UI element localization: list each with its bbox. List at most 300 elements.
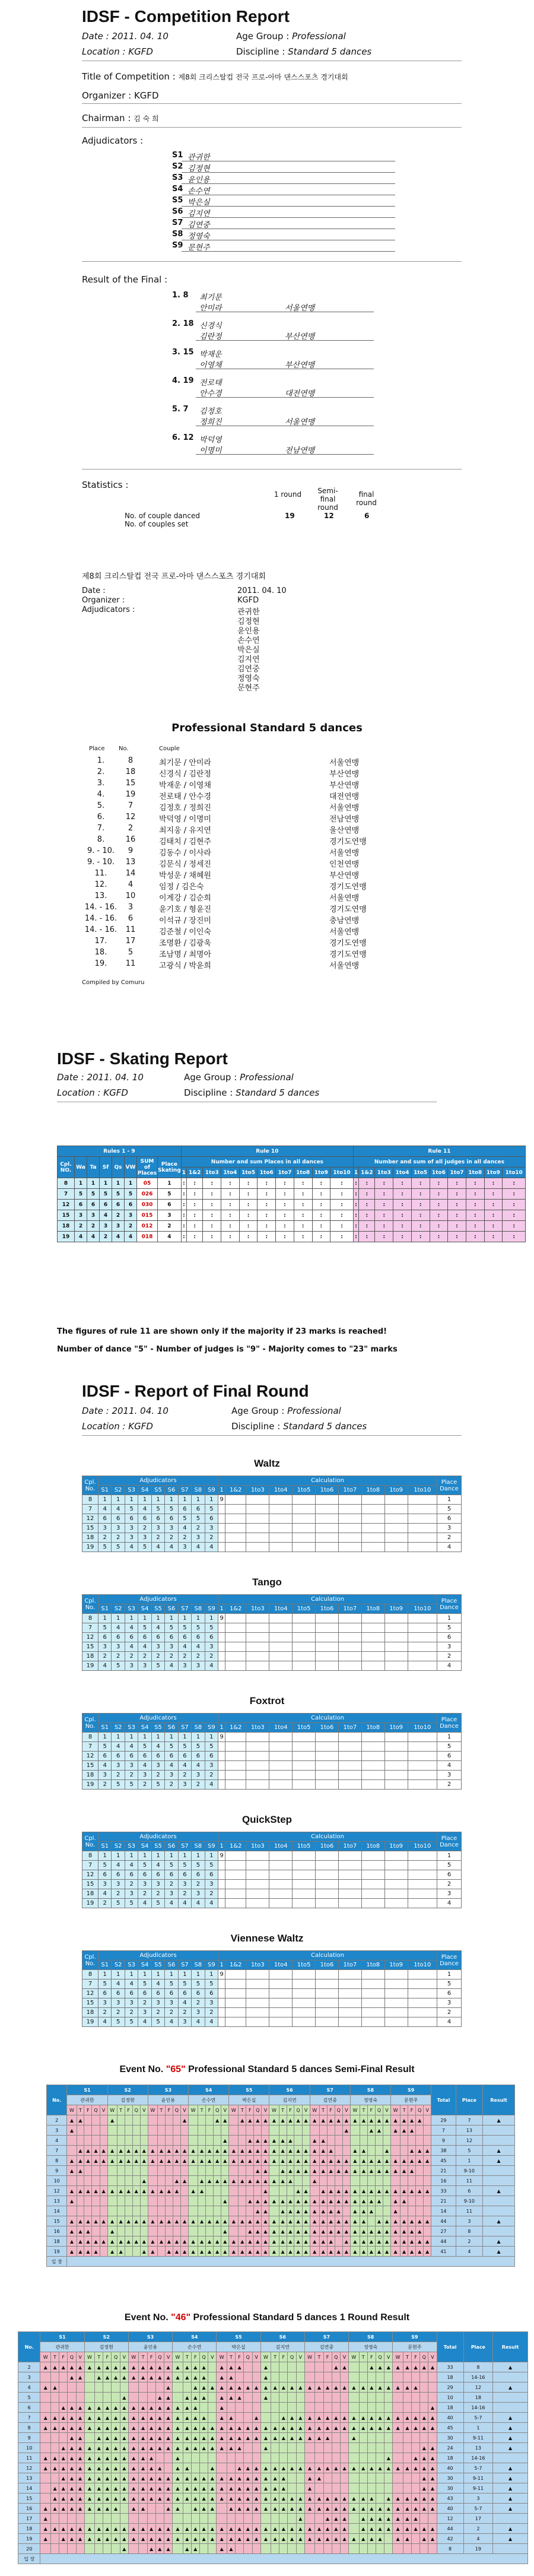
mark-cell: ▲ xyxy=(342,2216,350,2226)
mark-cell: ▲ xyxy=(221,2146,229,2156)
judge-mark: 6 xyxy=(151,1989,164,1998)
judge-mark: 3 xyxy=(138,1771,151,1780)
calc-cell xyxy=(408,1998,437,2008)
place-dance: 1 xyxy=(437,1733,462,1742)
mark-cell xyxy=(342,2146,350,2156)
dance-letter: F xyxy=(287,2105,294,2115)
mark-cell: ▲ xyxy=(68,2524,76,2534)
judge-column: S1 xyxy=(98,1960,112,1970)
calc-cell xyxy=(361,1889,384,1899)
mark-cell: ▲ xyxy=(304,2524,315,2534)
mark-cell xyxy=(92,2196,100,2206)
mark-cell: ▲ xyxy=(279,2413,288,2423)
summary-city: 경기도연맹 xyxy=(329,950,367,959)
place-cell: 4 xyxy=(463,2534,493,2544)
mark-cell xyxy=(323,2362,332,2372)
mark-cell xyxy=(68,2393,76,2403)
judge-column: S6 xyxy=(165,1604,178,1614)
mark-cell: ▲ xyxy=(147,2483,155,2493)
couple-no: 15 xyxy=(82,1880,98,1889)
total-cell: 45 xyxy=(431,2156,456,2166)
rule-10-cell: : xyxy=(181,1232,186,1242)
mark-cell: ▲ xyxy=(147,2372,155,2383)
mark-cell: ▲ xyxy=(296,2383,304,2393)
cpl-no: 7 xyxy=(58,1189,75,1200)
mark-cell: ▲ xyxy=(191,2473,199,2483)
mark-cell xyxy=(229,2166,239,2176)
judge-mark: 4 xyxy=(178,1761,191,1771)
mark-cell: ▲ xyxy=(128,2463,139,2473)
final-result-row xyxy=(172,405,409,429)
mark-cell: ▲ xyxy=(183,2544,191,2554)
mark-cell xyxy=(376,2483,384,2493)
calc-cell xyxy=(316,2017,339,2027)
mark-cell: ▲ xyxy=(327,2186,335,2196)
mark-cell: ▲ xyxy=(350,2206,360,2216)
judge-mark: 3 xyxy=(192,1771,205,1780)
rule-10-cell: : xyxy=(330,1200,354,1210)
mark-cell xyxy=(229,2226,239,2236)
mark-cell: ▲ xyxy=(95,2453,103,2463)
mark-cell: ▲ xyxy=(128,2372,139,2383)
calc-cell xyxy=(361,1780,384,1790)
mark-cell: ▲ xyxy=(95,2443,103,2453)
mark-cell: ▲ xyxy=(262,2216,269,2226)
dance-letter: F xyxy=(327,2105,335,2115)
dance-letter: W xyxy=(349,2352,360,2362)
calc-cell xyxy=(225,1661,246,1671)
mark-cell: ▲ xyxy=(375,2236,383,2247)
couple-no: 12 xyxy=(82,1989,98,1998)
judge-header: S9 xyxy=(391,2085,431,2095)
mark-cell xyxy=(340,2483,348,2493)
judge-header: S1 xyxy=(67,2085,107,2095)
mark-cell: ▲ xyxy=(112,2362,120,2372)
mark-cell xyxy=(359,2362,367,2372)
mark-cell: ▲ xyxy=(239,2156,246,2166)
mark-cell: ▲ xyxy=(227,2383,235,2393)
mark-cell xyxy=(349,2483,360,2493)
judge-mark: 1 xyxy=(165,1495,178,1505)
judge-name: 박은실 xyxy=(229,2095,269,2105)
calc-cell xyxy=(218,1771,225,1780)
judge-mark: 5 xyxy=(178,1861,191,1870)
calc-cell xyxy=(384,1998,408,2008)
mark-cell: ▲ xyxy=(304,2413,315,2423)
mark-cell xyxy=(84,2176,92,2186)
rule-10-column: 1 xyxy=(181,1168,186,1178)
place-cell: 14-16 xyxy=(463,2403,493,2413)
mark-cell: ▲ xyxy=(76,2413,84,2423)
adjudicator-name: 정영숙 xyxy=(187,232,210,241)
mark-cell: ▲ xyxy=(236,2433,244,2443)
mark-cell: ▲ xyxy=(128,2493,139,2504)
place-cell: 13 xyxy=(456,2125,483,2136)
judge-mark: 3 xyxy=(178,1780,191,1790)
judge-mark: 5 xyxy=(125,1780,138,1790)
place-cell: 8 xyxy=(456,2226,483,2236)
mark-cell xyxy=(288,2372,296,2383)
mark-cell xyxy=(296,2483,304,2493)
mark-cell: ▲ xyxy=(76,2493,84,2504)
mark-cell xyxy=(342,2206,350,2216)
mark-cell: ▲ xyxy=(164,2403,173,2413)
mark-cell xyxy=(367,2176,375,2186)
mark-cell: ▲ xyxy=(165,2156,173,2166)
mark-cell: ▲ xyxy=(173,2473,183,2483)
mark-cell: ▲ xyxy=(350,2226,360,2236)
couple-no: 19 xyxy=(82,1780,98,1790)
judge-header: S3 xyxy=(128,2332,172,2342)
mark-cell xyxy=(189,2136,198,2146)
calc-cell xyxy=(384,1761,408,1771)
mark-cell: ▲ xyxy=(403,2413,411,2423)
mark-cell: ▲ xyxy=(332,2514,340,2524)
calc-cell xyxy=(338,1899,361,1908)
mark-cell: ▲ xyxy=(221,2176,229,2186)
mark-cell xyxy=(424,2166,431,2176)
mark-cell: ▲ xyxy=(164,2383,173,2393)
organizer: Organizer : KGFD xyxy=(82,90,159,101)
mark-cell: ▲ xyxy=(128,2473,139,2483)
couple-no: 6 xyxy=(18,2403,40,2413)
mark-cell xyxy=(59,2393,68,2403)
rule-10-cell: : xyxy=(239,1178,258,1189)
rule-10-column: 1to10 xyxy=(330,1168,354,1178)
summary-place: 5. xyxy=(97,801,105,810)
rule-11-cell: : xyxy=(375,1232,393,1242)
calc-cell xyxy=(361,1989,384,1998)
judge-mark: 6 xyxy=(151,1870,164,1880)
judge-mark: 6 xyxy=(125,1514,138,1524)
calc-cell xyxy=(246,1505,269,1514)
mark-cell xyxy=(128,2514,139,2524)
mark-cell xyxy=(125,2136,132,2146)
couple-no: 2 xyxy=(18,2362,40,2372)
rule-11-column: 1to5 xyxy=(411,1168,430,1178)
report-location: Location : KGFD xyxy=(82,46,153,57)
mark-cell: ▲ xyxy=(327,2236,335,2247)
mark-cell: ▲ xyxy=(335,2196,342,2206)
place-dance: 6 xyxy=(437,1752,462,1761)
dance-place: 3 xyxy=(75,1210,87,1221)
mark-cell: ▲ xyxy=(95,2362,103,2372)
judge-mark: 2 xyxy=(98,1780,112,1790)
calc-cell xyxy=(246,1633,269,1642)
summary-place: 9. - 10. xyxy=(87,846,115,855)
calc-cell xyxy=(361,1880,384,1889)
rule-11-cell: : xyxy=(353,1178,358,1189)
mark-cell: ▲ xyxy=(217,2383,227,2393)
result-cell: ▲ xyxy=(483,2115,515,2125)
judge-mark: 3 xyxy=(98,1880,112,1889)
mark-cell xyxy=(40,2483,51,2493)
mark-cell xyxy=(139,2544,147,2554)
mark-cell xyxy=(420,2514,428,2524)
mark-cell: ▲ xyxy=(229,2146,239,2156)
mark-cell: ▲ xyxy=(244,2524,252,2534)
mark-cell: ▲ xyxy=(76,2534,84,2544)
calc-column: 1to4 xyxy=(269,1842,293,1851)
dance-letter: W xyxy=(173,2352,183,2362)
rule-10-cell: : xyxy=(330,1232,354,1242)
mark-cell: ▲ xyxy=(279,2146,287,2156)
mark-cell: ▲ xyxy=(288,2463,296,2473)
mark-cell: ▲ xyxy=(147,2544,155,2554)
final-round-title: IDSF - Report of Final Round xyxy=(82,1382,309,1400)
mark-cell: ▲ xyxy=(262,2196,269,2206)
place-dance: 4 xyxy=(437,2017,462,2027)
rule-11-cell: : xyxy=(484,1189,503,1200)
judge-header: S3 xyxy=(148,2085,188,2095)
couple-no: 8 xyxy=(82,1851,98,1861)
mark-cell xyxy=(260,2403,271,2413)
calc-column: 1to5 xyxy=(293,1842,316,1851)
dance-place: 1 xyxy=(75,1178,87,1189)
calc-column: 1to8 xyxy=(361,1842,384,1851)
judge-header: S9 xyxy=(393,2332,437,2342)
mark-cell xyxy=(244,2372,252,2383)
dance-letter: Q xyxy=(244,2352,252,2362)
mark-cell: ▲ xyxy=(254,2176,262,2186)
judge-column: S7 xyxy=(178,1842,191,1851)
mark-cell xyxy=(420,2433,428,2443)
calc-cell xyxy=(408,1851,437,1861)
mark-cell xyxy=(155,2504,164,2514)
rule-11-column: 1to7 xyxy=(448,1168,466,1178)
mark-cell: ▲ xyxy=(383,2186,391,2196)
mark-cell xyxy=(411,2403,419,2413)
mark-cell: ▲ xyxy=(350,2146,360,2156)
judge-column: S3 xyxy=(125,1960,138,1970)
dance-place: 2 xyxy=(100,1232,112,1242)
mark-cell xyxy=(359,2403,367,2413)
mark-cell xyxy=(332,2544,340,2554)
mark-cell xyxy=(191,2514,199,2524)
result-cell xyxy=(483,2226,515,2236)
summary-couple: 윤기호 / 형윤진 xyxy=(159,905,211,914)
mark-cell: ▲ xyxy=(67,2236,77,2247)
calc-cell xyxy=(384,1733,408,1742)
mark-cell xyxy=(403,2443,411,2453)
mark-cell: ▲ xyxy=(420,2534,428,2544)
rule-10-cell: : xyxy=(221,1189,240,1200)
mark-cell: ▲ xyxy=(148,2216,157,2226)
mark-cell: ▲ xyxy=(420,2453,428,2463)
mark-cell: ▲ xyxy=(408,2186,416,2196)
mark-cell xyxy=(181,2125,189,2136)
judge-mark: 5 xyxy=(112,1899,125,1908)
calc-cell xyxy=(316,1998,339,2008)
mark-cell: ▲ xyxy=(208,2524,217,2534)
mark-cell: ▲ xyxy=(294,2206,302,2216)
calc-cell xyxy=(225,1652,246,1661)
mark-cell xyxy=(67,2176,77,2186)
mark-cell: ▲ xyxy=(117,2247,125,2257)
rule-11-cell: : xyxy=(503,1221,526,1232)
mark-cell: ▲ xyxy=(208,2463,217,2473)
mark-cell xyxy=(227,2463,235,2473)
dance-place: 1 xyxy=(125,1178,137,1189)
mark-cell xyxy=(304,2403,315,2413)
adjudicator-name: 박은실 xyxy=(187,198,210,207)
dance-letter: V xyxy=(342,2105,350,2115)
judge-mark: 4 xyxy=(205,2017,218,2027)
mark-cell: ▲ xyxy=(262,2186,269,2196)
mark-cell: ▲ xyxy=(428,2423,437,2433)
couple-no: 3 xyxy=(47,2125,67,2136)
calc-column: 1to5 xyxy=(293,1486,316,1495)
couple-no: 10 xyxy=(47,2176,67,2186)
mark-cell xyxy=(375,2136,383,2146)
mark-cell: ▲ xyxy=(260,2524,271,2534)
mark-cell: ▲ xyxy=(112,2463,120,2473)
mark-cell xyxy=(323,2403,332,2413)
calc-cell xyxy=(269,1524,293,1533)
mark-cell xyxy=(148,2125,157,2136)
mark-cell: ▲ xyxy=(349,2413,360,2423)
mark-cell: ▲ xyxy=(199,2393,208,2403)
mark-cell: ▲ xyxy=(77,2115,84,2125)
mark-cell: ▲ xyxy=(139,2524,147,2534)
mark-cell xyxy=(157,2196,165,2206)
mark-cell: ▲ xyxy=(165,2186,173,2196)
mark-cell: ▲ xyxy=(164,2483,173,2493)
result-cell xyxy=(483,2176,515,2186)
mark-cell xyxy=(173,2206,180,2216)
dance-place: 2 xyxy=(87,1221,100,1232)
mark-cell: ▲ xyxy=(269,2156,279,2166)
couple-no: 8 xyxy=(18,2423,40,2433)
mark-cell: ▲ xyxy=(244,2433,252,2443)
mark-cell: ▲ xyxy=(262,2146,269,2156)
mark-cell: ▲ xyxy=(254,2216,262,2226)
mark-cell: ▲ xyxy=(302,2156,310,2166)
judge-column: S1 xyxy=(98,1486,112,1495)
mark-cell: ▲ xyxy=(294,2226,302,2236)
mark-cell: ▲ xyxy=(112,2473,120,2483)
couple-no: 18 xyxy=(18,2524,40,2534)
calc-cell xyxy=(225,1998,246,2008)
mark-cell xyxy=(165,2136,173,2146)
mark-cell xyxy=(244,2443,252,2453)
rule-10-column: 1to7 xyxy=(276,1168,294,1178)
summary-couple: 김정호 / 정희진 xyxy=(159,804,211,813)
mark-cell: ▲ xyxy=(77,2166,84,2176)
mark-cell xyxy=(107,2166,117,2176)
mark-cell: ▲ xyxy=(359,2514,367,2524)
mark-cell xyxy=(157,2166,165,2176)
result-cell: ▲ xyxy=(493,2383,528,2393)
calc-cell xyxy=(408,1742,437,1752)
mark-cell: ▲ xyxy=(100,2186,107,2196)
mark-cell: ▲ xyxy=(147,2413,155,2423)
mark-cell xyxy=(384,2534,393,2544)
judge-mark: 1 xyxy=(165,1970,178,1979)
summary-no: 13 xyxy=(125,858,136,867)
dance-place: 3 xyxy=(87,1210,100,1221)
dance-header: VW xyxy=(125,1157,137,1178)
calc-cell xyxy=(338,1661,361,1671)
mark-cell xyxy=(271,2514,279,2524)
mark-cell xyxy=(376,2393,384,2403)
rule-11-cell: : xyxy=(375,1210,393,1221)
mark-cell: ▲ xyxy=(420,2483,428,2493)
mark-cell: ▲ xyxy=(217,2544,227,2554)
mark-cell: ▲ xyxy=(367,2186,375,2196)
mark-cell: ▲ xyxy=(173,2362,183,2372)
dance-letter: Q xyxy=(376,2352,384,2362)
calc-column: 1to5 xyxy=(293,1723,316,1733)
calc-cell xyxy=(225,1771,246,1780)
judge-mark: 2 xyxy=(138,1998,151,2008)
rule-10-cell: : xyxy=(276,1221,294,1232)
rule-11-cell: : xyxy=(503,1178,526,1189)
judge-mark: 4 xyxy=(112,1742,125,1752)
dance-table xyxy=(82,1832,462,1908)
mark-cell: ▲ xyxy=(103,2443,112,2453)
calc-cell xyxy=(225,1495,246,1505)
mark-cell xyxy=(294,2176,302,2186)
mark-cell: ▲ xyxy=(139,2433,147,2443)
mark-cell: ▲ xyxy=(227,2413,235,2423)
summary-place: 14. - 16. xyxy=(84,903,117,912)
judge-mark: 5 xyxy=(178,1514,191,1524)
judge-mark: 1 xyxy=(178,1495,191,1505)
mark-cell: ▲ xyxy=(67,2247,77,2257)
mark-cell: ▲ xyxy=(391,2216,401,2226)
divider xyxy=(82,127,462,128)
dance-letter: Q xyxy=(132,2105,140,2115)
mark-cell xyxy=(403,2483,411,2493)
judge-column: S6 xyxy=(165,1960,178,1970)
judge-mark: 6 xyxy=(125,1633,138,1642)
mark-cell: ▲ xyxy=(319,2226,327,2236)
mark-cell: ▲ xyxy=(173,2216,180,2226)
calc-cell xyxy=(338,1533,361,1543)
mark-cell: ▲ xyxy=(315,2423,323,2433)
mark-cell xyxy=(296,2453,304,2463)
mark-cell xyxy=(157,2125,165,2136)
calc-cell xyxy=(269,2017,293,2027)
judge-mark: 1 xyxy=(178,1851,191,1861)
calc-column: 1 xyxy=(218,1960,225,1970)
mark-cell xyxy=(67,2136,77,2146)
mark-cell xyxy=(59,2514,68,2524)
mark-cell xyxy=(199,2403,208,2413)
final-round-report xyxy=(0,1377,534,2060)
mark-cell xyxy=(181,2196,189,2206)
mark-cell: ▲ xyxy=(340,2514,348,2524)
calc-cell xyxy=(293,1851,316,1861)
result-cell: ▲ xyxy=(483,2186,515,2196)
mark-cell xyxy=(315,2403,323,2413)
mark-cell xyxy=(403,2433,411,2443)
mark-cell: ▲ xyxy=(376,2383,384,2393)
cpl-no: 12 xyxy=(58,1200,75,1210)
adjudicator-underline xyxy=(182,173,395,184)
mark-cell: ▲ xyxy=(260,2423,271,2433)
mark-cell: ▲ xyxy=(183,2443,191,2453)
summary-heading: Professional Standard 5 dances xyxy=(171,722,363,734)
round-one-grid xyxy=(18,2331,528,2564)
dance-title: Viennese Waltz xyxy=(230,1933,304,1944)
mark-cell xyxy=(367,2372,376,2383)
judge-mark: 1 xyxy=(151,1495,164,1505)
mark-cell xyxy=(148,2136,157,2146)
mark-cell: ▲ xyxy=(76,2524,84,2534)
mark-cell: ▲ xyxy=(244,2483,252,2493)
